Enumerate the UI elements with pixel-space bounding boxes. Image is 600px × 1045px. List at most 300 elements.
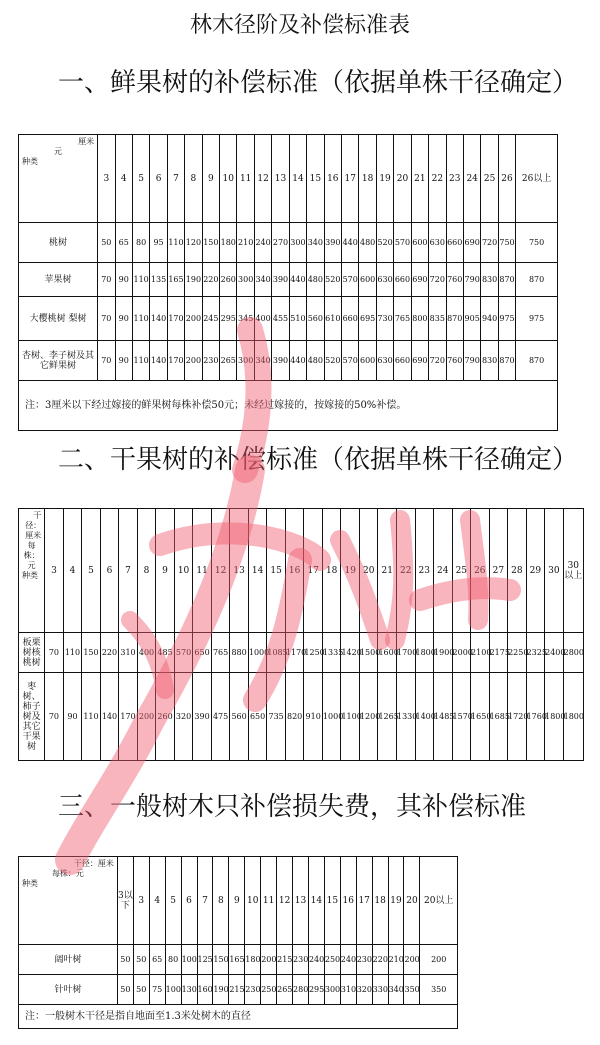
value-cell: 560 [230,673,249,761]
column-header: 6 [150,135,167,223]
value-cell: 560 [307,297,324,341]
value-cell: 110 [63,633,82,673]
value-cell: 220 [202,263,219,297]
value-cell: 245 [202,297,219,341]
value-cell: 350 [420,975,458,1005]
column-header: 11 [193,509,212,633]
value-cell: 295 [308,975,324,1005]
value-cell: 140 [150,297,167,341]
value-cell: 340 [307,223,324,263]
value-cell: 165 [229,945,245,975]
value-cell: 1700 [396,633,415,673]
value-cell: 1800 [563,673,583,761]
value-cell: 480 [307,263,324,297]
value-cell: 690 [411,263,428,297]
value-cell: 70 [98,297,115,341]
value-cell: 520 [324,341,341,381]
value-cell: 910 [304,673,323,761]
value-cell: 830 [481,263,498,297]
value-cell: 50 [117,975,133,1005]
column-header: 8 [213,857,229,945]
header-label-cell [19,135,98,223]
value-cell: 300 [237,341,254,381]
value-cell: 765 [394,297,411,341]
value-cell: 140 [100,673,119,761]
column-header: 3 [98,135,115,223]
column-header: 26 [471,509,490,633]
value-cell: 200 [261,945,277,975]
value-cell: 570 [174,633,193,673]
value-cell: 750 [498,223,515,263]
value-cell: 390 [272,341,289,381]
table-row [19,945,458,975]
column-header: 26 [498,135,515,223]
value-cell: 200 [185,297,202,341]
column-header: 3 [45,509,64,633]
column-header: 24 [463,135,480,223]
value-cell: 520 [376,223,393,263]
column-header: 5 [132,135,149,223]
value-cell: 50 [117,945,133,975]
column-header: 17 [342,135,359,223]
value-cell: 90 [63,673,82,761]
value-cell: 65 [149,945,165,975]
value-cell: 835 [429,297,446,341]
header-label-cell [19,509,45,633]
column-header: 10 [174,509,193,633]
value-cell: 610 [324,297,341,341]
value-cell: 1600 [378,633,397,673]
header-label-line: 种类 [22,879,38,888]
value-cell: 230 [293,945,309,975]
value-cell: 165 [167,263,184,297]
value-cell: 80 [165,945,181,975]
value-cell: 1650 [471,673,490,761]
value-cell: 150 [82,633,101,673]
value-cell: 570 [394,223,411,263]
value-cell: 135 [150,263,167,297]
value-cell: 300 [324,975,340,1005]
value-cell: 720 [429,263,446,297]
column-header: 26以上 [516,135,558,223]
header-label-line: 每株：元 [51,869,84,878]
value-cell: 150 [202,223,219,263]
value-cell: 650 [248,673,267,761]
column-header: 5 [165,857,181,945]
value-cell: 800 [411,297,428,341]
value-cell: 250 [324,945,340,975]
value-cell: 170 [167,341,184,381]
value-cell: 295 [220,297,237,341]
column-header: 4 [149,857,165,945]
table-row [19,223,558,263]
header-label-cell [19,857,118,945]
value-cell: 690 [411,341,428,381]
value-cell: 110 [167,223,184,263]
value-cell: 455 [272,297,289,341]
value-cell: 630 [376,341,393,381]
column-header: 13 [272,135,289,223]
value-cell: 660 [394,263,411,297]
value-cell: 1000 [248,633,267,673]
value-cell: 260 [156,673,175,761]
column-header: 10 [245,857,261,945]
value-cell: 975 [498,297,515,341]
value-cell: 400 [254,297,271,341]
value-cell: 95 [150,223,167,263]
value-cell: 660 [394,341,411,381]
value-cell: 2250 [508,633,527,673]
value-cell: 240 [308,945,324,975]
value-cell: 320 [174,673,193,761]
value-cell: 905 [463,297,480,341]
value-cell: 160 [197,975,213,1005]
header-label-line: 种类 [22,157,38,166]
column-header: 22 [429,135,446,223]
value-cell: 2800 [563,633,583,673]
value-cell: 1085 [267,633,286,673]
value-cell: 2400 [545,633,564,673]
value-cell: 1800 [545,673,564,761]
value-cell: 2175 [489,633,508,673]
column-header: 13 [230,509,249,633]
value-cell: 70 [98,341,115,381]
value-cell: 200 [420,945,458,975]
column-header: 16 [340,857,356,945]
value-cell: 480 [307,341,324,381]
value-cell: 200 [137,673,156,761]
column-header: 22 [396,509,415,633]
value-cell: 330 [372,975,388,1005]
header-label-line: 每株：元 [23,541,40,570]
value-cell: 1170 [285,633,304,673]
column-header: 17 [304,509,323,633]
value-cell: 735 [267,673,286,761]
column-header: 11 [237,135,254,223]
table-row [19,673,584,761]
value-cell: 750 [516,223,558,263]
value-cell: 340 [254,263,271,297]
column-header: 25 [481,135,498,223]
row-label: 苹果树 [19,263,98,297]
value-cell: 630 [376,263,393,297]
value-cell: 240 [254,223,271,263]
value-cell: 1250 [304,633,323,673]
value-cell: 50 [133,945,149,975]
value-cell: 1570 [452,673,471,761]
column-header: 16 [324,135,341,223]
value-cell: 1100 [341,673,360,761]
value-cell: 260 [220,263,237,297]
value-cell: 940 [481,297,498,341]
column-header: 14 [248,509,267,633]
value-cell: 390 [324,223,341,263]
value-cell: 250 [261,975,277,1005]
value-cell: 830 [481,341,498,381]
value-cell: 880 [230,633,249,673]
value-cell: 790 [463,263,480,297]
column-header: 19 [341,509,360,633]
value-cell: 2000 [452,633,471,673]
value-cell: 520 [324,263,341,297]
value-cell: 730 [376,297,393,341]
value-cell: 100 [165,975,181,1005]
value-cell: 180 [245,945,261,975]
value-cell: 720 [481,223,498,263]
value-cell: 75 [149,975,165,1005]
value-cell: 70 [98,263,115,297]
column-header: 20 [359,509,378,633]
column-header: 25 [452,509,471,633]
value-cell: 1485 [434,673,453,761]
column-header: 7 [119,509,138,633]
value-cell: 870 [516,341,558,381]
value-cell: 790 [463,341,480,381]
column-header: 11 [261,857,277,945]
value-cell: 600 [359,263,376,297]
table-note: 注：一般树木干径是指自地面至1.3米处树木的直径 [19,1005,458,1029]
value-cell: 600 [411,223,428,263]
value-cell: 660 [342,297,359,341]
column-header: 4 [115,135,132,223]
value-cell: 170 [167,297,184,341]
column-header: 7 [197,857,213,945]
table-note: 注：3厘米以下经过嫁接的鲜果树每株补偿50元；未经过嫁接的，按嫁接的50%补偿。 [19,381,558,431]
column-header: 6 [100,509,119,633]
value-cell: 720 [429,341,446,381]
value-cell: 110 [132,263,149,297]
column-header: 10 [220,135,237,223]
value-cell: 210 [388,945,404,975]
value-cell: 690 [463,223,480,263]
column-header: 20 [404,857,420,945]
value-cell: 1720 [508,673,527,761]
value-cell: 870 [498,263,515,297]
header-label-line: 干径：厘米 [25,511,42,540]
column-header: 18 [372,857,388,945]
column-header: 3 [133,857,149,945]
value-cell: 320 [356,975,372,1005]
column-header: 23 [446,135,463,223]
column-header: 9 [156,509,175,633]
value-cell: 265 [277,975,293,1005]
value-cell: 50 [98,223,115,263]
value-cell: 310 [340,975,356,1005]
page-title: 林木径阶及补偿标准表 [189,13,410,38]
column-header: 18 [359,135,376,223]
value-cell: 150 [213,945,229,975]
value-cell: 390 [193,673,212,761]
value-cell: 630 [429,223,446,263]
value-cell: 440 [289,341,306,381]
header-label-line: 干径：厘米 [73,859,114,868]
value-cell: 440 [289,263,306,297]
value-cell: 510 [289,297,306,341]
value-cell: 1760 [526,673,545,761]
column-header: 19 [388,857,404,945]
table-row [19,263,558,297]
header-label-line: 元 [54,147,63,156]
value-cell: 265 [220,341,237,381]
column-header: 28 [508,509,527,633]
column-header: 15 [267,509,286,633]
value-cell: 200 [404,945,420,975]
column-header: 30 [545,509,564,633]
column-header: 12 [277,857,293,945]
value-cell: 660 [446,223,463,263]
value-cell: 350 [404,975,420,1005]
row-label: 枣树、柿子树及其它干果树 [19,673,45,761]
value-cell: 1800 [415,633,434,673]
section1-heading: 一、鲜果树的补偿标准（依据单株干径确定） [58,68,579,98]
header-label-line: 厘米 [78,137,95,146]
value-cell: 475 [211,673,230,761]
value-cell: 90 [115,341,132,381]
value-cell: 240 [340,945,356,975]
value-cell: 2325 [526,633,545,673]
column-header: 20 [394,135,411,223]
column-header: 6 [181,857,197,945]
value-cell: 400 [137,633,156,673]
column-header: 12 [254,135,271,223]
column-header: 14 [308,857,324,945]
fresh-fruit-table [18,134,558,431]
column-header: 29 [526,509,545,633]
value-cell: 215 [277,945,293,975]
general-tree-table [18,856,458,1029]
value-cell: 760 [446,263,463,297]
value-cell: 110 [132,341,149,381]
value-cell: 220 [372,945,388,975]
value-cell: 70 [45,673,64,761]
row-label: 阔叶树 [19,945,118,975]
value-cell: 190 [213,975,229,1005]
value-cell: 1900 [434,633,453,673]
value-cell: 480 [359,223,376,263]
value-cell: 270 [272,223,289,263]
column-header: 3以下 [117,857,133,945]
column-header: 20以上 [420,857,458,945]
column-header: 5 [82,509,101,633]
header-label-line: 种类 [22,571,38,580]
value-cell: 1000 [322,673,341,761]
value-cell: 760 [446,341,463,381]
value-cell: 280 [293,975,309,1005]
value-cell: 390 [272,263,289,297]
value-cell: 340 [254,341,271,381]
value-cell: 110 [132,297,149,341]
column-header: 18 [322,509,341,633]
column-header: 12 [211,509,230,633]
value-cell: 1335 [322,633,341,673]
row-label: 大樱桃树 梨树 [19,297,98,341]
value-cell: 1685 [489,673,508,761]
dry-fruit-table [18,508,584,761]
value-cell: 140 [150,341,167,381]
value-cell: 1265 [378,673,397,761]
value-cell: 570 [342,263,359,297]
value-cell: 765 [211,633,230,673]
value-cell: 70 [45,633,64,673]
value-cell: 695 [359,297,376,341]
column-header: 9 [229,857,245,945]
value-cell: 190 [185,263,202,297]
value-cell: 90 [115,297,132,341]
column-header: 19 [376,135,393,223]
value-cell: 600 [359,341,376,381]
column-header: 23 [415,509,434,633]
value-cell: 230 [245,975,261,1005]
value-cell: 1400 [415,673,434,761]
value-cell: 200 [185,341,202,381]
column-header: 13 [293,857,309,945]
row-label: 桃树 [19,223,98,263]
column-header: 30以上 [563,509,583,633]
value-cell: 180 [220,223,237,263]
value-cell: 220 [100,633,119,673]
value-cell: 210 [237,223,254,263]
column-header: 15 [324,857,340,945]
value-cell: 300 [237,263,254,297]
table-row [19,297,558,341]
value-cell: 110 [82,673,101,761]
value-cell: 300 [289,223,306,263]
value-cell: 50 [133,975,149,1005]
value-cell: 1330 [396,673,415,761]
value-cell: 820 [285,673,304,761]
column-header: 14 [289,135,306,223]
value-cell: 1200 [359,673,378,761]
value-cell: 870 [516,263,558,297]
column-header: 8 [137,509,156,633]
column-header: 15 [307,135,324,223]
value-cell: 230 [202,341,219,381]
column-header: 27 [489,509,508,633]
value-cell: 65 [115,223,132,263]
value-cell: 310 [119,633,138,673]
value-cell: 230 [356,945,372,975]
value-cell: 2100 [471,633,490,673]
table-row [19,341,558,381]
column-header: 4 [63,509,82,633]
value-cell: 345 [237,297,254,341]
section2-heading: 二、干果树的补偿标准（依据单株干径确定） [58,445,579,475]
value-cell: 130 [181,975,197,1005]
column-header: 8 [185,135,202,223]
value-cell: 570 [342,341,359,381]
row-label: 针叶树 [19,975,118,1005]
table-row [19,975,458,1005]
value-cell: 975 [516,297,558,341]
value-cell: 340 [388,975,404,1005]
column-header: 9 [202,135,219,223]
row-label: 杏树、李子树及其它鲜果树 [19,341,98,381]
column-header: 16 [285,509,304,633]
value-cell: 125 [197,945,213,975]
value-cell: 870 [498,341,515,381]
value-cell: 120 [185,223,202,263]
value-cell: 440 [342,223,359,263]
value-cell: 90 [115,263,132,297]
value-cell: 215 [229,975,245,1005]
row-label: 板栗树核桃树 [19,633,45,673]
value-cell: 1420 [341,633,360,673]
column-header: 21 [411,135,428,223]
value-cell: 870 [446,297,463,341]
value-cell: 650 [193,633,212,673]
value-cell: 485 [156,633,175,673]
column-header: 17 [356,857,372,945]
